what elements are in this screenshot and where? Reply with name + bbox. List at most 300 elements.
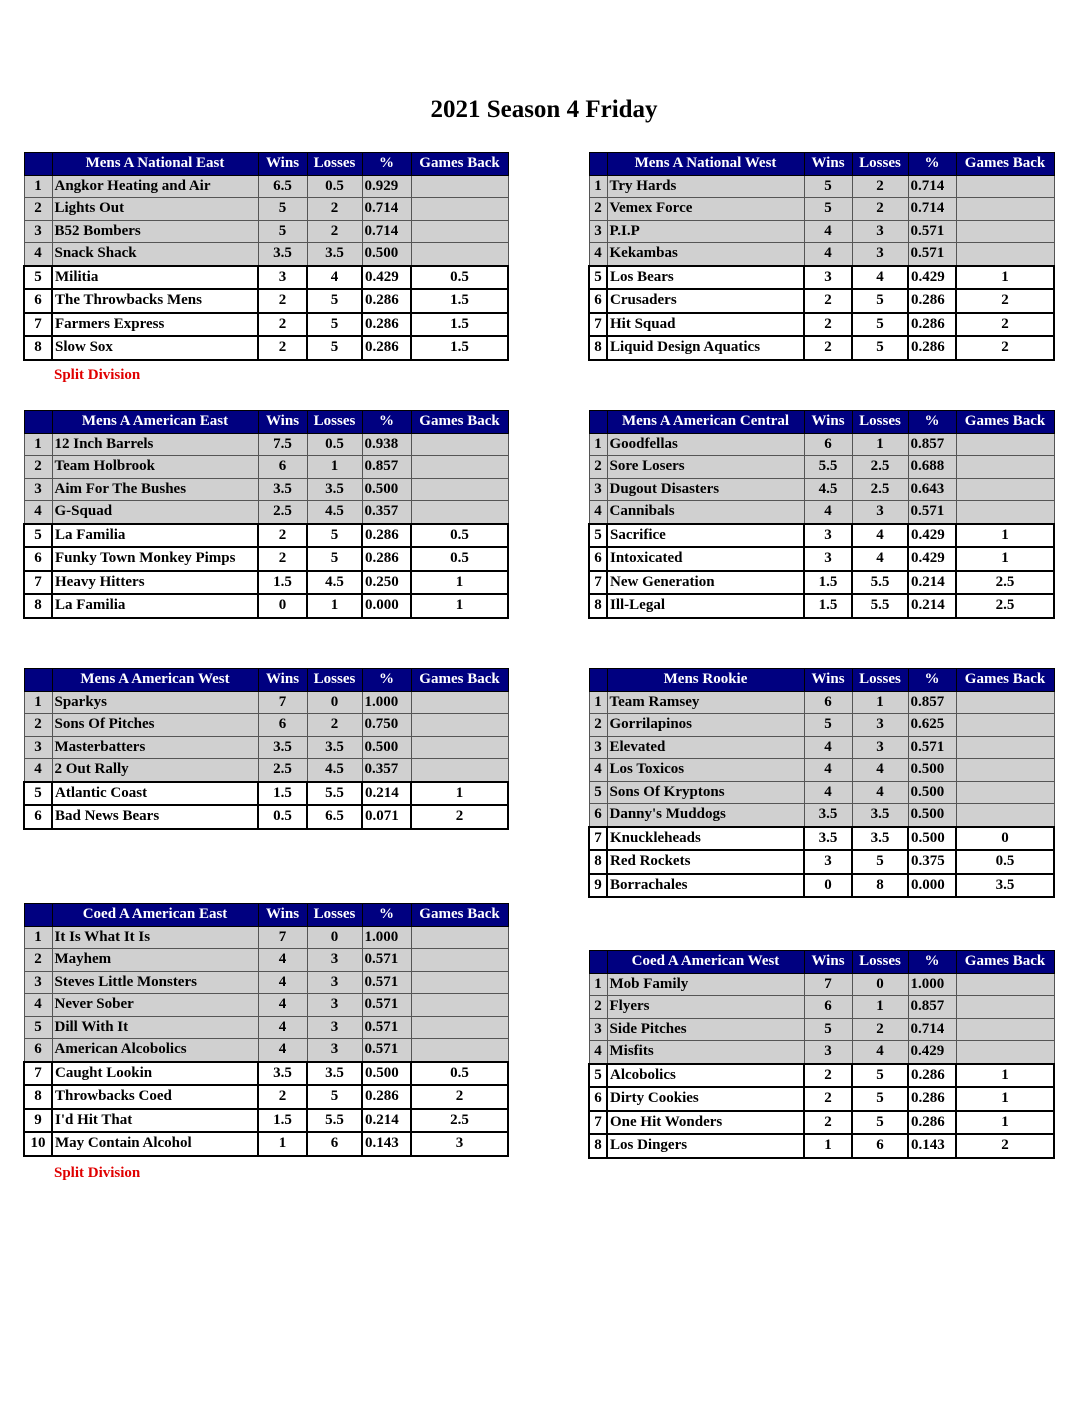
team-name: La Familia [52, 594, 258, 618]
wins: 0.5 [258, 805, 307, 829]
team-name: B52 Bombers [52, 220, 258, 243]
header-wins: Wins [258, 904, 307, 927]
games-back [411, 198, 508, 221]
games-back: 0.5 [411, 547, 508, 571]
games-back [411, 175, 508, 198]
games-back [956, 456, 1054, 479]
header-pct: % [908, 669, 956, 692]
division-name: Coed A American East [52, 904, 258, 927]
table-row [589, 571, 1054, 595]
rank: 6 [589, 1087, 607, 1111]
wins: 3.5 [258, 1062, 307, 1086]
pct: 0.143 [908, 1134, 956, 1158]
header-wins: Wins [804, 669, 852, 692]
header-losses: Losses [852, 951, 908, 974]
pct: 0.286 [362, 1085, 411, 1109]
pct: 0.214 [908, 571, 956, 595]
rank: 3 [589, 736, 607, 759]
losses: 4 [852, 524, 908, 548]
table-row [589, 198, 1054, 221]
team-name: Sons Of Kryptons [607, 781, 804, 804]
table-row [589, 266, 1054, 290]
header-losses: Losses [307, 411, 362, 434]
games-back: 2 [956, 289, 1054, 313]
table-row [24, 198, 508, 221]
table-row [589, 1018, 1054, 1041]
pct: 0.286 [908, 1111, 956, 1135]
games-back [411, 1016, 508, 1039]
wins: 3 [804, 547, 852, 571]
games-back [956, 175, 1054, 198]
pct: 0.500 [908, 804, 956, 827]
pct: 0.571 [362, 994, 411, 1017]
rank: 2 [24, 456, 52, 479]
wins: 3.5 [258, 478, 307, 501]
losses: 2 [852, 198, 908, 221]
pct: 0.429 [908, 524, 956, 548]
pct: 0.929 [362, 175, 411, 198]
games-back: 2 [956, 336, 1054, 360]
games-back [956, 714, 1054, 737]
games-back [956, 781, 1054, 804]
table-row [24, 1062, 508, 1086]
table-row [24, 759, 508, 782]
pct: 0.357 [362, 501, 411, 524]
losses: 3.5 [307, 736, 362, 759]
rank: 4 [24, 759, 52, 782]
header-losses: Losses [307, 904, 362, 927]
losses: 1 [307, 456, 362, 479]
wins: 1.5 [804, 594, 852, 618]
games-back [956, 804, 1054, 827]
losses: 4 [307, 266, 362, 290]
table-row [589, 714, 1054, 737]
table-row [589, 759, 1054, 782]
team-name: Try Hards [607, 175, 804, 198]
games-back [411, 691, 508, 714]
table-row [589, 175, 1054, 198]
division-name: Mens Rookie [607, 669, 804, 692]
wins: 4 [258, 971, 307, 994]
pct: 0.571 [362, 1039, 411, 1062]
team-name: One Hit Wonders [607, 1111, 804, 1135]
header-rank [589, 951, 607, 974]
pct: 0.143 [362, 1132, 411, 1156]
wins: 6 [258, 714, 307, 737]
table-row [24, 805, 508, 829]
table-row [24, 220, 508, 243]
pct: 0.857 [908, 433, 956, 456]
header-rank [589, 411, 607, 434]
header-losses: Losses [852, 153, 908, 176]
table-row [24, 1016, 508, 1039]
wins: 2 [258, 313, 307, 337]
wins: 2 [804, 1064, 852, 1088]
wins: 4 [258, 1039, 307, 1062]
losses: 3 [307, 994, 362, 1017]
losses: 4.5 [307, 501, 362, 524]
losses: 3 [852, 220, 908, 243]
wins: 3 [804, 266, 852, 290]
team-name: Masterbatters [52, 736, 258, 759]
header-wins: Wins [804, 951, 852, 974]
team-name: Aim For The Bushes [52, 478, 258, 501]
team-name: Sparkys [52, 691, 258, 714]
games-back: 0.5 [411, 524, 508, 548]
table-row [24, 714, 508, 737]
losses: 0 [307, 691, 362, 714]
rank: 2 [589, 996, 607, 1019]
team-name: G-Squad [52, 501, 258, 524]
table-row [24, 594, 508, 618]
rank: 7 [24, 313, 52, 337]
games-back: 1.5 [411, 289, 508, 313]
team-name: Los Toxicos [607, 759, 804, 782]
rank: 1 [24, 926, 52, 949]
wins: 5 [804, 175, 852, 198]
header-games-back: Games Back [411, 904, 508, 927]
losses: 6 [307, 1132, 362, 1156]
wins: 1.5 [258, 1109, 307, 1133]
table-row [589, 736, 1054, 759]
rank: 1 [589, 691, 607, 714]
wins: 1.5 [804, 571, 852, 595]
pct: 0.571 [908, 220, 956, 243]
wins: 5 [258, 220, 307, 243]
games-back: 3 [411, 1132, 508, 1156]
team-name: Lights Out [52, 198, 258, 221]
wins: 3 [258, 266, 307, 290]
header-wins: Wins [258, 669, 307, 692]
team-name: Goodfellas [607, 433, 804, 456]
rank: 8 [589, 594, 607, 618]
team-name: Borrachales [607, 874, 804, 898]
pct: 0.286 [362, 336, 411, 360]
rank: 1 [24, 175, 52, 198]
table-row [589, 433, 1054, 456]
team-name: American Alcobolics [52, 1039, 258, 1062]
table-row [24, 691, 508, 714]
losses: 3 [852, 736, 908, 759]
pct: 0.286 [362, 289, 411, 313]
pct: 0.500 [908, 827, 956, 851]
wins: 2 [258, 524, 307, 548]
pct: 0.375 [908, 850, 956, 874]
pct: 0.857 [908, 996, 956, 1019]
pct: 0.714 [362, 198, 411, 221]
team-name: Farmers Express [52, 313, 258, 337]
team-name: Funky Town Monkey Pimps [52, 547, 258, 571]
games-back: 1 [956, 1087, 1054, 1111]
losses: 5 [852, 1087, 908, 1111]
losses: 5 [307, 313, 362, 337]
header-wins: Wins [804, 411, 852, 434]
standings-table [23, 152, 509, 361]
team-name: Sacrifice [607, 524, 804, 548]
losses: 4 [852, 781, 908, 804]
wins: 2 [804, 1111, 852, 1135]
header-losses: Losses [307, 153, 362, 176]
team-name: Misfits [607, 1041, 804, 1064]
losses: 1 [852, 996, 908, 1019]
team-name: Heavy Hitters [52, 571, 258, 595]
games-back [956, 1041, 1054, 1064]
rank: 3 [24, 220, 52, 243]
losses: 4 [852, 266, 908, 290]
pct: 0.500 [362, 243, 411, 266]
rank: 9 [24, 1109, 52, 1133]
rank: 1 [589, 973, 607, 996]
division-name: Mens A National East [52, 153, 258, 176]
rank: 7 [24, 571, 52, 595]
losses: 0.5 [307, 175, 362, 198]
wins: 4 [804, 759, 852, 782]
team-name: Dirty Cookies [607, 1087, 804, 1111]
pct: 0.000 [908, 874, 956, 898]
table-row [24, 501, 508, 524]
standings-table [588, 410, 1055, 619]
rank: 4 [589, 1041, 607, 1064]
losses: 6 [852, 1134, 908, 1158]
pct: 0.500 [908, 781, 956, 804]
header-rank [589, 669, 607, 692]
games-back: 0 [956, 827, 1054, 851]
pct: 0.714 [908, 1018, 956, 1041]
games-back [956, 691, 1054, 714]
pct: 0.500 [908, 759, 956, 782]
table-row [589, 524, 1054, 548]
rank: 2 [24, 949, 52, 972]
wins: 5 [804, 1018, 852, 1041]
team-name: Team Ramsey [607, 691, 804, 714]
pct: 0.938 [362, 433, 411, 456]
table-row [24, 1039, 508, 1062]
pct: 0.500 [362, 736, 411, 759]
losses: 8 [852, 874, 908, 898]
losses: 3.5 [307, 243, 362, 266]
header-losses: Losses [307, 669, 362, 692]
wins: 6 [804, 433, 852, 456]
table-row [589, 874, 1054, 898]
losses: 0 [307, 926, 362, 949]
header-pct: % [362, 411, 411, 434]
pct: 0.286 [908, 1087, 956, 1111]
pct: 0.429 [908, 266, 956, 290]
table-row [24, 524, 508, 548]
pct: 0.429 [908, 547, 956, 571]
wins: 3 [804, 1041, 852, 1064]
team-name: Danny's Muddogs [607, 804, 804, 827]
pct: 1.000 [908, 973, 956, 996]
team-name: Elevated [607, 736, 804, 759]
header-games-back: Games Back [956, 153, 1054, 176]
rank: 5 [589, 1064, 607, 1088]
wins: 4 [258, 994, 307, 1017]
losses: 5 [307, 289, 362, 313]
losses: 1 [852, 691, 908, 714]
losses: 2 [852, 175, 908, 198]
header-losses: Losses [852, 669, 908, 692]
table-row [589, 478, 1054, 501]
rank: 8 [24, 336, 52, 360]
table-row [589, 220, 1054, 243]
wins: 6.5 [258, 175, 307, 198]
rank: 6 [589, 804, 607, 827]
table-row [589, 973, 1054, 996]
team-name: Caught Lookin [52, 1062, 258, 1086]
games-back [956, 243, 1054, 266]
team-name: Slow Sox [52, 336, 258, 360]
games-back: 2.5 [956, 571, 1054, 595]
games-back: 1 [956, 524, 1054, 548]
games-back: 2 [411, 1085, 508, 1109]
table-row [589, 1064, 1054, 1088]
rank: 6 [589, 547, 607, 571]
losses: 3 [852, 243, 908, 266]
wins: 7 [258, 926, 307, 949]
losses: 4 [852, 759, 908, 782]
table-row [589, 313, 1054, 337]
losses: 5.5 [307, 782, 362, 806]
losses: 2.5 [852, 478, 908, 501]
team-name: I'd Hit That [52, 1109, 258, 1133]
losses: 3 [307, 1039, 362, 1062]
team-name: May Contain Alcohol [52, 1132, 258, 1156]
wins: 1.5 [258, 571, 307, 595]
losses: 5 [852, 1064, 908, 1088]
losses: 3 [852, 714, 908, 737]
rank: 7 [589, 313, 607, 337]
pct: 0.429 [362, 266, 411, 290]
pct: 0.688 [908, 456, 956, 479]
team-name: Sore Losers [607, 456, 804, 479]
rank: 4 [589, 759, 607, 782]
rank: 5 [24, 1016, 52, 1039]
team-name: Dill With It [52, 1016, 258, 1039]
table-row [589, 1087, 1054, 1111]
header-pct: % [362, 153, 411, 176]
pct: 0.286 [908, 336, 956, 360]
team-name: Militia [52, 266, 258, 290]
table-row [24, 571, 508, 595]
games-back: 1 [411, 571, 508, 595]
team-name: Sons Of Pitches [52, 714, 258, 737]
losses: 4.5 [307, 759, 362, 782]
pct: 0.714 [362, 220, 411, 243]
pct: 0.429 [908, 1041, 956, 1064]
table-row [24, 478, 508, 501]
rank: 2 [589, 714, 607, 737]
header-rank [24, 411, 52, 434]
team-name: Hit Squad [607, 313, 804, 337]
games-back: 2 [411, 805, 508, 829]
team-name: Crusaders [607, 289, 804, 313]
wins: 2 [258, 289, 307, 313]
rank: 5 [24, 266, 52, 290]
rank: 10 [24, 1132, 52, 1156]
standings-table [588, 950, 1055, 1159]
team-name: Red Rockets [607, 850, 804, 874]
table-row [589, 691, 1054, 714]
standings-table [588, 668, 1055, 898]
table-row [24, 289, 508, 313]
games-back: 0.5 [411, 266, 508, 290]
rank: 6 [24, 547, 52, 571]
header-wins: Wins [258, 411, 307, 434]
games-back [956, 220, 1054, 243]
table-row [589, 289, 1054, 313]
losses: 1 [852, 433, 908, 456]
wins: 2 [804, 336, 852, 360]
losses: 2 [852, 1018, 908, 1041]
table-row [589, 850, 1054, 874]
pct: 0.625 [908, 714, 956, 737]
wins: 4 [804, 781, 852, 804]
rank: 3 [589, 1018, 607, 1041]
losses: 2 [307, 714, 362, 737]
wins: 2 [804, 289, 852, 313]
pct: 0.286 [362, 547, 411, 571]
table-row [589, 1041, 1054, 1064]
losses: 5 [852, 289, 908, 313]
header-games-back: Games Back [411, 669, 508, 692]
wins: 1 [258, 1132, 307, 1156]
rank: 2 [24, 198, 52, 221]
team-name: Intoxicated [607, 547, 804, 571]
pct: 0.714 [908, 198, 956, 221]
games-back [956, 1018, 1054, 1041]
games-back [956, 736, 1054, 759]
wins: 1 [804, 1134, 852, 1158]
wins: 4 [804, 736, 852, 759]
pct: 0.857 [362, 456, 411, 479]
games-back [956, 996, 1054, 1019]
wins: 5 [258, 198, 307, 221]
header-games-back: Games Back [956, 669, 1054, 692]
losses: 4 [852, 547, 908, 571]
team-name: La Familia [52, 524, 258, 548]
games-back: 2.5 [411, 1109, 508, 1133]
standings-table [23, 410, 509, 619]
team-name: Gorrilapinos [607, 714, 804, 737]
games-back: 2.5 [956, 594, 1054, 618]
pct: 0.000 [362, 594, 411, 618]
pct: 0.643 [908, 478, 956, 501]
rank: 9 [589, 874, 607, 898]
pct: 0.286 [908, 313, 956, 337]
losses: 5 [307, 1085, 362, 1109]
games-back [956, 198, 1054, 221]
table-row [589, 243, 1054, 266]
table-row [24, 266, 508, 290]
rank: 6 [589, 289, 607, 313]
wins: 5 [804, 714, 852, 737]
wins: 2 [258, 1085, 307, 1109]
team-name: Never Sober [52, 994, 258, 1017]
table-row [24, 994, 508, 1017]
wins: 4 [258, 949, 307, 972]
games-back [411, 926, 508, 949]
rank: 1 [589, 433, 607, 456]
pct: 0.286 [362, 313, 411, 337]
losses: 3.5 [307, 478, 362, 501]
losses: 5 [852, 850, 908, 874]
standings-table [23, 668, 509, 830]
team-name: Vemex Force [607, 198, 804, 221]
games-back: 3.5 [956, 874, 1054, 898]
pct: 0.286 [908, 1064, 956, 1088]
losses: 3.5 [852, 804, 908, 827]
